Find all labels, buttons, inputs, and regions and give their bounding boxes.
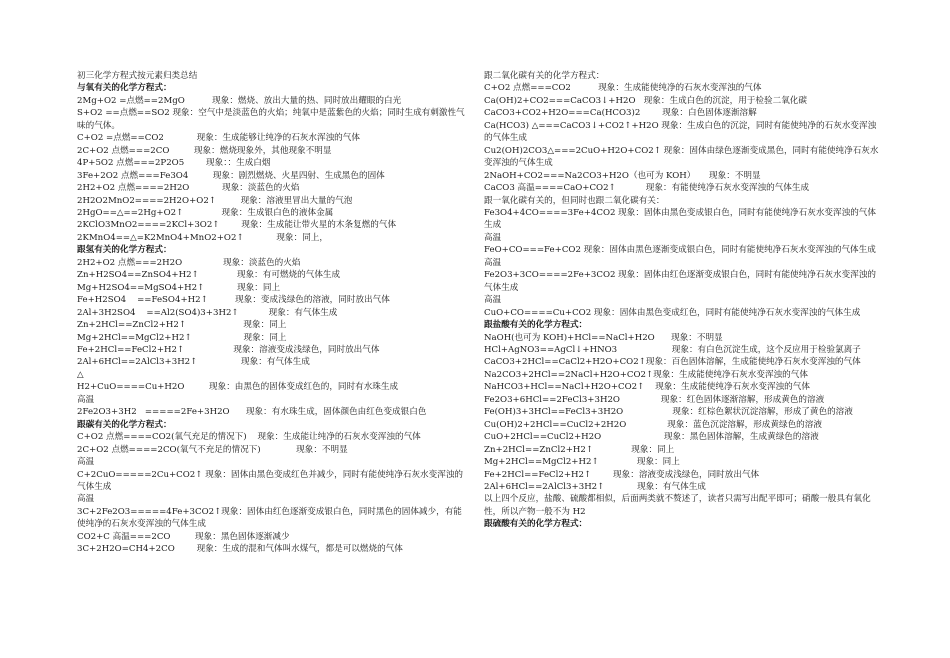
equation-line: Mg+H2SO4==MgSO4+H2↑ 现象：同上 [77,282,281,293]
condition-line: 高温 [77,394,95,405]
section-heading-co2: 跟二氧化碳有关的化学方程式： [484,71,605,81]
condition-line: △ [77,369,84,380]
note-paragraph: 以上四个反应，盐酸、硫酸都相似，后面两类就不赘述了，读者只需写出配平即可；硝酸一般具有氧化性，所以产物一般不为 H2 [484,494,871,517]
equation-line: 2Al+6HCl==2AlCl3+3H2↑ 现象：有气体生成 [77,357,310,368]
right-column [484,70,884,531]
equation-line: 2KClO3MnO2====2KCl+3O2↑ 现象：生成能让带火星的木条复燃的气体 [77,220,397,231]
equation-line: Fe3O4+4CO====3Fe+4CO2 现象：固体由黑色变成银白色，同时有能使纯净石灰水变浑浊的气体生成 [484,207,876,231]
equation-line: NaHCO3+HCl==NaCl+H2O+CO2↑ 现象：生成能使纯净石灰水变浑浊的气体 [484,382,810,393]
condition-line: 高温 [484,257,502,268]
equation-line: 2NaOH+CO2===Na2CO3+H2O（也可为 KOH） 现象：不明显 [484,170,761,181]
equation-line: Mg+2HCl==MgCl2+H2↑ 现象：同上 [77,332,287,343]
equation-line: HCl+AgNO3==AgCl↓+HNO3 现象：有白色沉淀生成，这个反应用于检验氯离子 [484,344,861,355]
section-heading-h2so4: 跟硫酸有关的化学方程式： [484,519,588,530]
equation-line: C+O2 点燃===CO2 现象：生成能使纯净的石灰水变浑浊的气体 [484,83,762,94]
equation-line: CaCO3+2HCl==CaCl2+H2O+CO2↑现象：百色固体溶解，生成能使纯净石灰水变浑浊的气体 [484,357,861,368]
section-heading-carbon: 跟碳有关的化学方程式： [77,419,172,430]
equation-line: 2Mg+O2 =点燃==2MgO 现象：燃烧、放出大量的热、同时放出耀眼的白光 [77,95,402,106]
equation-line: 2KMnO4==△=K2MnO4+MnO2+O2↑ 现象：同上， [77,232,328,243]
equation-line: Ca(OH)2+CO2===CaCO3↓+H2O 现象：生成白色的沉淀，用于检验二氧化碳 [484,95,807,106]
equation-line: NaOH(也可为 KOH)+HCl==NaCl+H2O 现象：不明显 [484,332,723,343]
equation-line: CO2+C 高温===2CO 现象：黑色固体逐渐减少 [77,531,290,542]
equation-line: Na2CO3+2HCl==2NaCl+H2O+CO2↑现象：生成能使纯净石灰水变浑浊的气体 [484,369,808,380]
equation-line: 2C+O2 点燃====2CO(氧气不充足的情况下) 现象：不明显 [77,444,348,455]
section-heading-hydrogen: 跟氢有关的化学方程式： [77,245,172,256]
equation-line: C+O2 =点燃==CO2 现象：生成能够让纯净的石灰水浑浊的气体 [77,133,360,144]
equation-line: 2H2+O2 点燃====2H2O 现象：淡蓝色的火焰 [77,183,300,194]
equation-line: Ca(HCO3) △===CaCO3↓+CO2↑+H2O 现象：生成白色的沉淀，同时有能使纯净的石灰水变浑浊的气体生成 [484,120,877,144]
equation-line: H2+CuO====Cu+H2O 现象：由黑色的固体变成红色的，同时有水珠生成 [77,382,399,393]
equation-line: 3Fe+2O2 点燃===Fe3O4 现象：剧烈燃烧、火星四射、生成黑色的固体 [77,170,385,181]
equation-line: CaCO3+CO2+H2O===Ca(HCO3)2 现象：白色固体逐渐溶解 [484,108,757,119]
condition-line: 高温 [484,295,502,306]
equation-line: CaCO3 高温====CaO+CO2↑ 现象：有能使纯净石灰水变浑浊的气体生成 [484,183,810,194]
equation-line: 3C+2Fe2O3=====4Fe+3CO2↑现象：固体由红色逐渐变成银白色，同时黑色的固体减少，有能使纯净的石灰水变浑浊的气体生成 [77,506,462,530]
equation-line: Zn+H2SO4==ZnSO4+H2↑ 现象：有可燃烧的气体生成 [77,270,341,281]
equation-line: CuO+2HCl==CuCl2+H2O 现象：黑色固体溶解，生成黄绿色的溶液 [484,432,819,443]
equation-line: Mg+2HCl==MgCl2+H2↑ 现象：同上 [484,457,680,468]
section-heading-oxygen: 与氧有关的化学方程式： [77,83,172,94]
equation-line: C+2CuO=====2Cu+CO2↑ 现象：固体由黑色变成红色并减少，同时有能使纯净石灰水变浑浊的气体生成 [77,469,464,492]
equation-line: Fe2O3+3CO====2Fe+3CO2 现象：固体由红色逐渐变成银白色，同时有能使纯净石灰水变浑浊的气体生成 [484,270,876,293]
equation-line: 2Al+6HCl==2AlCl3+3H2↑ 现象：有气体生成 [484,481,706,492]
equation-line: 3C+2H2O=CH4+2CO 现象：生成的混和气体叫水煤气，都是可以燃烧的气体 [77,544,403,555]
equation-line: Zn+2HCl==ZnCl2+H2↑ 现象：同上 [77,320,287,331]
condition-line: 高温 [484,232,502,243]
equation-line: Cu(OH)2+2HCl==CuCl2+2H2O 现象：蓝色沉淀溶解，形成黄绿色的溶液 [484,419,822,430]
condition-line: 高温 [77,457,95,468]
document-title: 初三化学方程式按元素归类总结 [77,71,198,81]
equation-line: Fe+H2SO4 ==FeSO4+H2↑ 现象：变成浅绿色的溶液，同时放出气体 [77,295,390,306]
section-heading-hcl: 跟盐酸有关的化学方程式： [484,320,588,331]
equation-line: 2H2O2MnO2====2H2O+O2↑ 现象：溶液里冒出大量的气泡 [77,195,353,206]
equation-line: S+O2 ==点燃==SO2 现象：空气中是淡蓝色的火焰；纯氧中是蓝紫色的火焰；同时生成有刺激性气味的气体。 [77,108,465,131]
equation-line: 4P+5O2 点燃===2P2O5 现象：：生成白烟 [77,158,271,169]
equation-line: 2Al+3H2SO4 ==Al2(SO4)3+3H2↑ 现象：有气体生成 [77,307,338,318]
subsection-note: 跟一氧化碳有关的，但同时也跟二氧化碳有关： [484,195,665,206]
equation-line: 2HgO==△==2Hg+O2↑ 现象：生成银白色的液体金属 [77,207,334,218]
equation-line: 2Fe2O3+3H2 =====2Fe+3H2O 现象：有水珠生成，固体颜色由红色变成银白色 [77,407,427,418]
equation-line: Fe+2HCl==FeCl2+H2↑ 现象：溶液变成浅绿色，同时放出气体 [484,469,760,480]
equation-line: Fe+2HCl==FeCl2+H2↑ 现象：溶液变成浅绿色，同时放出气体 [77,344,380,355]
equation-line: Fe(OH)3+3HCl==FeCl3+3H2O 现象：红棕色絮状沉淀溶解，形成了黄色的溶液 [484,407,853,418]
equation-line: CuO+CO====Cu+CO2 现象：固体由黑色变成红色，同时有能使纯净石灰水变浑浊的气体生成 [484,307,861,318]
equation-line: C+O2 点燃====CO2(氧气充足的情况下) 现象：生成能让纯净的石灰水变浑浊的气体 [77,432,421,443]
equation-line: FeO+CO===Fe+CO2 现象：固体由黑色逐渐变成银白色，同时有能使纯净石灰水变浑浊的气体生成 [484,245,876,256]
equation-line: 2H2+O2 点燃===2H2O 现象：淡蓝色的火焰 [77,257,301,268]
equation-line: Cu2(OH)2CO3△===2CuO+H2O+CO2↑ 现象：固体由绿色逐渐变成黑色，同时有能使纯净石灰水变浑浊的气体生成 [484,145,879,169]
left-column [77,70,469,556]
equation-line: 2C+O2 点燃===2CO 现象：燃烧现象外，其他现象不明显 [77,145,332,156]
equation-line: Zn+2HCl==ZnCl2+H2↑ 现象：同上 [484,444,675,455]
equation-line: Fe2O3+6HCl==2FeCl3+3H2O 现象：红色固体逐渐溶解，形成黄色的溶液 [484,394,825,405]
condition-line: 高温 [77,494,95,505]
